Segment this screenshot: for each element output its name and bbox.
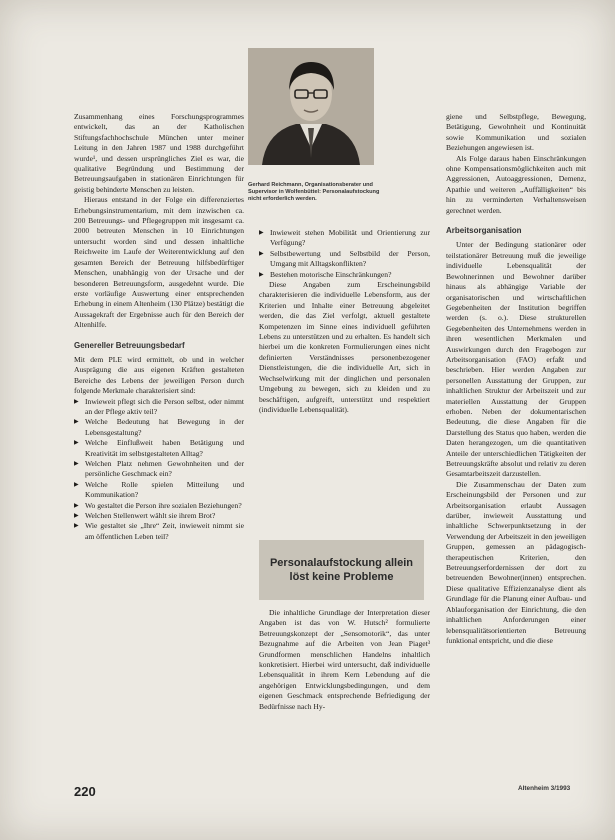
paragraph: Zusammenhang eines Forschungsprogrammes entwickelt, das an der Katholischen Stiftungsfachhochschule München unter meiner Leitung in den Jahren 1987 und 1988 durchgeführt wurde¹, und dessen ursprüngliches Ziel es war, die qualitative Begründung und Bestimmung der Betreuungsaufgaben in stationären Einrichtungen für geistig behinderte Menschen zu leisten. bbox=[74, 112, 244, 194]
pull-quote-line: Personalaufstockung allein bbox=[269, 557, 414, 569]
column-middle bbox=[259, 228, 430, 415]
paragraph: Die inhaltliche Grundlage der Interpretation dieser Angaben ist das von W. Hutsch² formulierte Betreuungskonzept der „Sensomotorik“, das unter Bezugnahme auf die Arbeiten von Jean Piaget³ Grundformen menschlichen Handelns inhaltlich konkretisiert. Hierbei wird untersucht, daß individuelle Lebensqualität in ihrem Kern Lebendung auf die angehörigen Entwicklungsbedingungen, und dem eigenen Geschmack entsprechende Befriedigung der Bedürfnisse nach Hy- bbox=[259, 608, 430, 711]
column-left bbox=[74, 112, 244, 542]
author-photo bbox=[248, 48, 374, 165]
paragraph: Als Folge daraus haben Einschränkungen ohne Kompensationsmöglichkeiten auch mit Aggressionen, Autoaggressionen, Demenz, Apathie und weiteren „Auffälligkeiten“ bis hin zu verminderten Verhaltensweisen gerechnet werden. bbox=[446, 153, 586, 215]
section-heading: Arbeitsorganisation bbox=[446, 226, 522, 236]
list-item: ▶ Welche Rolle spielen Mitteilung und Kommunikation? bbox=[74, 480, 244, 501]
list-item: ▶ Welche Einflußweit haben Betätigung und Kreativität im selbstgestalteten Alltag? bbox=[74, 438, 244, 459]
list-item: ▶ Inwieweit pflegt sich die Person selbst, oder nimmt an der Pflege aktiv teil? bbox=[74, 397, 244, 418]
issue-label: Altenheim 3/1993 bbox=[518, 785, 571, 792]
list-item: ▶ Wo gestaltet die Person ihre sozialen Beziehungen? bbox=[74, 501, 244, 511]
list-item: ▶ Welche Bedeutung hat Bewegung in der Lebensgestaltung? bbox=[74, 417, 244, 438]
list-item: ▶ Inwieweit stehen Mobilität und Orientierung zur Verfügung? bbox=[259, 228, 430, 249]
paragraph: giene und Selbstpflege, Bewegung, Betätigung, Gewohnheit und Kontinuität sowie Kommunikation und sozialen Beziehungen angewiesen ist. bbox=[446, 112, 586, 153]
page-number: 220 bbox=[74, 784, 96, 799]
list-item: ▶ Selbstbewertung und Selbstbild der Person, Umgang mit Alltagskonflikten? bbox=[259, 249, 430, 270]
bullet-list bbox=[259, 228, 430, 280]
photo-caption: Gerhard Reichmann, Organisationsberater und Supervisor in Wolfenbüttel: Personalaufstockung nicht erforderlich werden. bbox=[248, 182, 380, 203]
list-item: ▶ Welchen Platz nehmen Gewohnheiten und der persönliche Geschmack ein? bbox=[74, 459, 244, 480]
portrait-illustration bbox=[248, 48, 374, 165]
paragraph: Mit dem PLE wird ermittelt, ob und in welcher Ausprägung die aus eigenen Kräften gestalteten Bereiche des Lebens der jeweiligen Person durch folgende Merkmale charakterisiert sind: bbox=[74, 354, 244, 396]
paragraph: Die Zusammenschau der Daten zum Erscheinungsbild der Personen und zur Arbeitsorganisation erlaubt Aussagen darüber, inwieweit Ausstattung und inhaltliche Schwerpunktsetzung in der Verwendung der Arbeitszeit in den jeweiligen Gruppen, gemessen an pädagogisch-therapeutischen Kriterien, den Betreuungserfordernissen der dort zu betreuenden Bewohner(innen) entsprechen. Diese qualitative Effizienzanalyse dient als Grundlage für die Planung einer Aufbau- und Ablauforganisation der Einrichtung, die den inhaltlichen Anforderungen einer lebensqualitätsorientierten Betreuung funktional entspricht, und die diese bbox=[446, 479, 586, 645]
paragraph: Hieraus entstand in der Folge ein differenziertes Erhebungsinstrumentarium, mit dem inzwischen ca. 200 Betreuungs- und Pflegegruppen mit insgesamt ca. 2000 betreuten Menschen in 10 Einrichtungen untersucht worden sind und dessen inhaltliche Reichweite im Laufe der Weiterentwicklung auf den gesamten Bereich der Betreuung hilfsbedürftiger Menschen, unabhängig von der Ursache und der besonderen Betreuungsform, ausgedehnt wurde. Die erste vorläufige Auswertung einer entsprechenden Erhebung in einem Altenheim (130 Plätze) bestätigt die Aussagekraft der Ergebnisse auch für den Bereich der Altenhilfe. bbox=[74, 195, 244, 330]
pull-quote bbox=[259, 540, 424, 600]
bullet-list bbox=[74, 397, 244, 543]
paragraph: Diese Angaben zum Erscheinungsbild charakterisieren die individuelle Lebensform, aus der Kriterien und Inhalte einer Betreuung abgeleitet werden, die das Ziel verfolgt, aktuell gestaltete Kompetenzen im Sinne eines individuell geführten Lebens zu unterstützen und zu erhalten. Es handelt sich hierbei um die konkreten Formulierungen eines nicht definierten Verständnisses personenbezogener Dienstleistungen, die die individuelle Art, sich in Wechselwirkung mit der dinglichen und personalen Umgebung zu bewegen, sich zu kleiden und zu beschäftigen, aufgreift, unterstützt und respektiert (individuelle Lebensqualität). bbox=[259, 280, 430, 414]
pull-quote-line: löst keine Probleme bbox=[289, 571, 394, 583]
paragraph: Unter der Bedingung stationärer oder teilstationärer Betreuung muß die jeweilige individuelle Lebensqualität der Bewohnerinnen und Bewohner darüber hinaus als abhängige Variable der organisatorischen und wirtschaftlichen Gegebenheiten der Institution begriffen werden (s. o.). Diese strukturellen Gegebenheiten des Unternehmens werden in ihren wesentlichen Merkmalen und Auswirkungen durch den Fragebogen zur Arbeitsorganisation (FAO) erfaßt und beschrieben. Hier werden Angaben zur personellen Ausstattung der Gruppen, zur inhaltlichen Struktur der Arbeitszeit und zur materiellen Ausstattung der Gruppen erhoben. Neben der dokumentarischen Bedeutung, die diese Angaben für die Darstellung des Status quo haben, werden die Daten herangezogen, um die quantitativen Anteile der unterschiedlichen Tätigkeiten der Betreuungskräfte absolut und relativ zu deren Gesamtarbeitszeit darzustellen. bbox=[446, 240, 586, 479]
list-item: ▶ Welchen Stellenwert wählt sie ihrem Brot? bbox=[74, 511, 244, 521]
column-middle-lower bbox=[259, 608, 430, 712]
section-heading: Genereller Betreuungsbedarf bbox=[74, 340, 185, 350]
list-item: ▶ Bestehen motorische Einschränkungen? bbox=[259, 270, 430, 280]
column-right bbox=[446, 112, 586, 646]
list-item: ▶ Wie gestaltet sie „Ihre“ Zeit, inwieweit nimmt sie am öffentlichen Leben teil? bbox=[74, 521, 244, 542]
